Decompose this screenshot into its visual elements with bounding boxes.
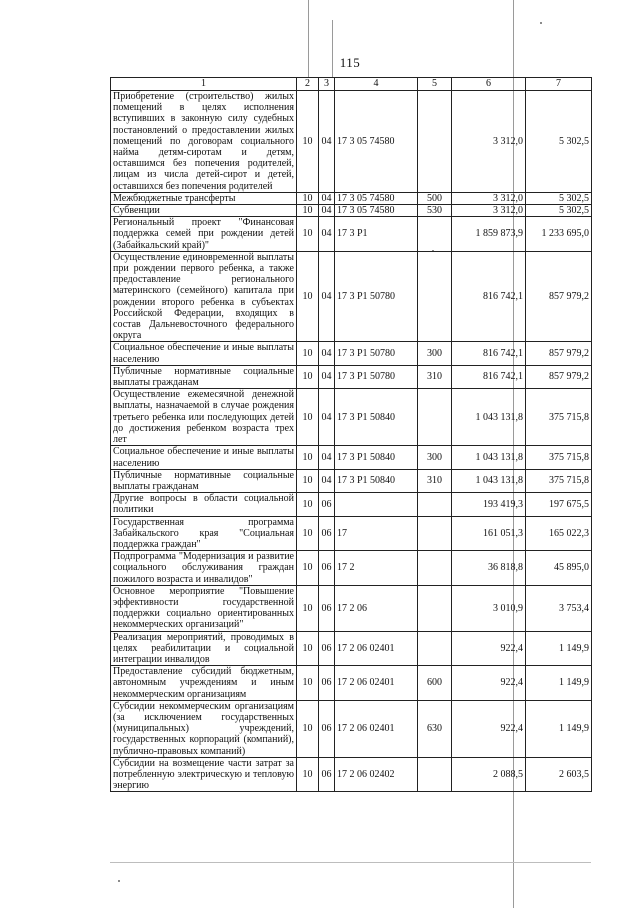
target-article-cell: 17 3 P1 50840 [335, 389, 418, 446]
column-header: 3 [319, 78, 335, 91]
subsection-code-cell: 06 [319, 700, 335, 757]
row-name-cell: Подпрограмма "Модернизация и развитие социального обслуживания граждан пожилого возраста и инвалидов" [111, 551, 297, 586]
amount-year1-cell: 922,4 [452, 666, 526, 701]
subsection-code-cell: 06 [319, 493, 335, 516]
expense-type-cell: 500 [418, 192, 452, 204]
subsection-code-cell: 06 [319, 516, 335, 551]
amount-year2-cell: 1 149,9 [526, 700, 592, 757]
amount-year2-cell: 1 233 695,0 [526, 217, 592, 252]
amount-year2-cell: 3 753,4 [526, 585, 592, 631]
target-article-cell: 17 3 05 74580 [335, 91, 418, 193]
target-article-cell: 17 3 P1 50780 [335, 365, 418, 388]
target-article-cell: 17 3 P1 50840 [335, 469, 418, 492]
row-name-cell: Основное мероприятие "Повышение эффективности государственной поддержки социально ориентированных некоммерческих организаций" [111, 585, 297, 631]
expense-type-cell: 300 [418, 342, 452, 365]
amount-year2-cell: 375 715,8 [526, 469, 592, 492]
amount-year2-cell: 5 302,5 [526, 192, 592, 204]
section-code-cell: 10 [297, 91, 319, 193]
target-article-cell: 17 3 P1 50780 [335, 342, 418, 365]
expense-type-cell [418, 389, 452, 446]
target-article-cell: 17 2 06 02401 [335, 700, 418, 757]
subsection-code-cell: 06 [319, 666, 335, 701]
target-article-cell: 17 3 P1 [335, 217, 418, 252]
subsection-code-cell: 06 [319, 551, 335, 586]
amount-year1-cell: 1 859 873,9 [452, 217, 526, 252]
subsection-code-cell: 04 [319, 389, 335, 446]
budget-table [110, 77, 592, 792]
section-code-cell: 10 [297, 666, 319, 701]
expense-type-cell [418, 757, 452, 792]
subsection-code-cell: 06 [319, 757, 335, 792]
expense-type-cell [418, 551, 452, 586]
amount-year1-cell: 1 043 131,8 [452, 446, 526, 469]
section-code-cell: 10 [297, 251, 319, 342]
amount-year1-cell: 922,4 [452, 700, 526, 757]
table-row [111, 469, 592, 492]
target-article-cell: 17 2 06 02401 [335, 666, 418, 701]
target-article-cell: 17 2 06 [335, 585, 418, 631]
amount-year2-cell: 375 715,8 [526, 389, 592, 446]
row-name-cell: Осуществление единовременной выплаты при рождении первого ребенка, а также предоставление регионального материнского (семейного) капитала при рождении второго ребенка в субъектах Российской Федерации, входящих в состав Дальневосточного федерального округа [111, 251, 297, 342]
subsection-code-cell: 06 [319, 585, 335, 631]
expense-type-cell [418, 631, 452, 666]
section-code-cell: 10 [297, 757, 319, 792]
table-row [111, 757, 592, 792]
section-code-cell: 10 [297, 516, 319, 551]
section-code-cell: 10 [297, 469, 319, 492]
table-row [111, 217, 592, 252]
amount-year1-cell: 922,4 [452, 631, 526, 666]
section-code-cell: 10 [297, 446, 319, 469]
target-article-cell: 17 3 05 74580 [335, 192, 418, 204]
amount-year2-cell: 165 022,3 [526, 516, 592, 551]
subsection-code-cell: 04 [319, 446, 335, 469]
amount-year2-cell: 197 675,5 [526, 493, 592, 516]
target-article-cell: 17 2 06 02402 [335, 757, 418, 792]
column-header: 4 [335, 78, 418, 91]
subsection-code-cell: 04 [319, 251, 335, 342]
amount-year2-cell: 5 302,5 [526, 91, 592, 193]
amount-year1-cell: 193 419,3 [452, 493, 526, 516]
row-name-cell: Социальное обеспечение и иные выплаты населению [111, 446, 297, 469]
table-row [111, 516, 592, 551]
table-row [111, 631, 592, 666]
target-article-cell [335, 493, 418, 516]
column-header: 5 [418, 78, 452, 91]
amount-year1-cell: 36 818,8 [452, 551, 526, 586]
target-article-cell: 17 2 06 02401 [335, 631, 418, 666]
table-row [111, 389, 592, 446]
amount-year1-cell: 3 312,0 [452, 205, 526, 217]
amount-year2-cell: 857 979,2 [526, 365, 592, 388]
target-article-cell: 17 3 P1 50840 [335, 446, 418, 469]
table-row [111, 700, 592, 757]
amount-year1-cell: 3 312,0 [452, 91, 526, 193]
row-name-cell: Реализация мероприятий, проводимых в целях реабилитации и социальной интеграции инвалидов [111, 631, 297, 666]
section-code-cell: 10 [297, 631, 319, 666]
row-name-cell: Социальное обеспечение и иные выплаты населению [111, 342, 297, 365]
row-name-cell: Публичные нормативные социальные выплаты гражданам [111, 365, 297, 388]
section-code-cell: 10 [297, 389, 319, 446]
subsection-code-cell: 04 [319, 205, 335, 217]
table-row [111, 251, 592, 342]
subsection-code-cell: 04 [319, 91, 335, 193]
column-header: 6 [452, 78, 526, 91]
amount-year2-cell: 375 715,8 [526, 446, 592, 469]
row-name-cell: Региональный проект "Финансовая поддержка семей при рождении детей (Забайкальский край)" [111, 217, 297, 252]
section-code-cell: 10 [297, 217, 319, 252]
target-article-cell: 17 [335, 516, 418, 551]
row-name-cell: Другие вопросы в области социальной политики [111, 493, 297, 516]
amount-year2-cell: 45 895,0 [526, 551, 592, 586]
amount-year1-cell: 1 043 131,8 [452, 469, 526, 492]
amount-year1-cell: 3 010,9 [452, 585, 526, 631]
amount-year2-cell: 857 979,2 [526, 342, 592, 365]
expense-type-cell [418, 251, 452, 342]
expense-type-cell: 310 [418, 469, 452, 492]
column-header: 1 [111, 78, 297, 91]
row-name-cell: Осуществление ежемесячной денежной выплаты, назначаемой в случае рождения третьего ребенка или последующих детей до достижения ребенком возраста трех лет [111, 389, 297, 446]
amount-year2-cell: 2 603,5 [526, 757, 592, 792]
amount-year1-cell: 816 742,1 [452, 365, 526, 388]
target-article-cell: 17 3 P1 50780 [335, 251, 418, 342]
amount-year1-cell: 2 088,5 [452, 757, 526, 792]
section-code-cell: 10 [297, 551, 319, 586]
amount-year2-cell: 5 302,5 [526, 205, 592, 217]
amount-year1-cell: 1 043 131,8 [452, 389, 526, 446]
section-code-cell: 10 [297, 493, 319, 516]
expense-type-cell [418, 516, 452, 551]
expense-type-cell [418, 91, 452, 193]
scan-speck [540, 22, 542, 24]
row-name-cell: Приобретение (строительство) жилых помещений в целях исполнения вступивших в законную силу судебных постановлений о предоставлении жилых помещений по договорам социального найма детям-сиротам и детям, оставшимся без попечения родителей, лицам из числа детей-сирот и детей, оставшихся без попечения родителей [111, 91, 297, 193]
section-code-cell: 10 [297, 342, 319, 365]
scan-speck [118, 880, 120, 882]
table-row [111, 192, 592, 204]
expense-type-cell: 530 [418, 205, 452, 217]
subsection-code-cell: 04 [319, 217, 335, 252]
column-header: 2 [297, 78, 319, 91]
expense-type-cell: 300 [418, 446, 452, 469]
row-name-cell: Публичные нормативные социальные выплаты гражданам [111, 469, 297, 492]
table-row [111, 585, 592, 631]
table-row [111, 342, 592, 365]
section-code-cell: 10 [297, 700, 319, 757]
expense-type-cell: 600 [418, 666, 452, 701]
subsection-code-cell: 04 [319, 342, 335, 365]
section-code-cell: 10 [297, 192, 319, 204]
row-name-cell: Межбюджетные трансферты [111, 192, 297, 204]
page-number: 115 [339, 55, 361, 70]
amount-year2-cell: 857 979,2 [526, 251, 592, 342]
expense-type-cell: 630 [418, 700, 452, 757]
row-name-cell: Субсидии на возмещение части затрат за потребленную электрическую и тепловую энергию [111, 757, 297, 792]
table-row [111, 551, 592, 586]
table-row [111, 91, 592, 193]
table-row [111, 205, 592, 217]
table-row [111, 446, 592, 469]
expense-type-cell [418, 217, 452, 252]
target-article-cell: 17 3 05 74580 [335, 205, 418, 217]
target-article-cell: 17 2 [335, 551, 418, 586]
section-code-cell: 10 [297, 365, 319, 388]
row-name-cell: Предоставление субсидий бюджетным, автономным учреждениям и иным некоммерческим организациям [111, 666, 297, 701]
row-name-cell: Субвенции [111, 205, 297, 217]
subsection-code-cell: 06 [319, 631, 335, 666]
expense-type-cell: 310 [418, 365, 452, 388]
amount-year1-cell: 161 051,3 [452, 516, 526, 551]
amount-year1-cell: 816 742,1 [452, 342, 526, 365]
table-row [111, 666, 592, 701]
section-code-cell: 10 [297, 585, 319, 631]
subsection-code-cell: 04 [319, 365, 335, 388]
expense-type-cell [418, 493, 452, 516]
table-row [111, 365, 592, 388]
amount-year1-cell: 3 312,0 [452, 192, 526, 204]
scan-line [110, 862, 591, 863]
table-header-row [111, 78, 592, 91]
table-row [111, 493, 592, 516]
expense-type-cell [418, 585, 452, 631]
section-code-cell: 10 [297, 205, 319, 217]
row-name-cell: Субсидии некоммерческим организациям (за исключением государственных (муниципальных) учреждений, государственных корпораций (компаний), публично-правовых компаний) [111, 700, 297, 757]
subsection-code-cell: 04 [319, 192, 335, 204]
amount-year1-cell: 816 742,1 [452, 251, 526, 342]
amount-year2-cell: 1 149,9 [526, 666, 592, 701]
amount-year2-cell: 1 149,9 [526, 631, 592, 666]
subsection-code-cell: 04 [319, 469, 335, 492]
column-header: 7 [526, 78, 592, 91]
row-name-cell: Государственная программа Забайкальского края "Социальная поддержка граждан" [111, 516, 297, 551]
